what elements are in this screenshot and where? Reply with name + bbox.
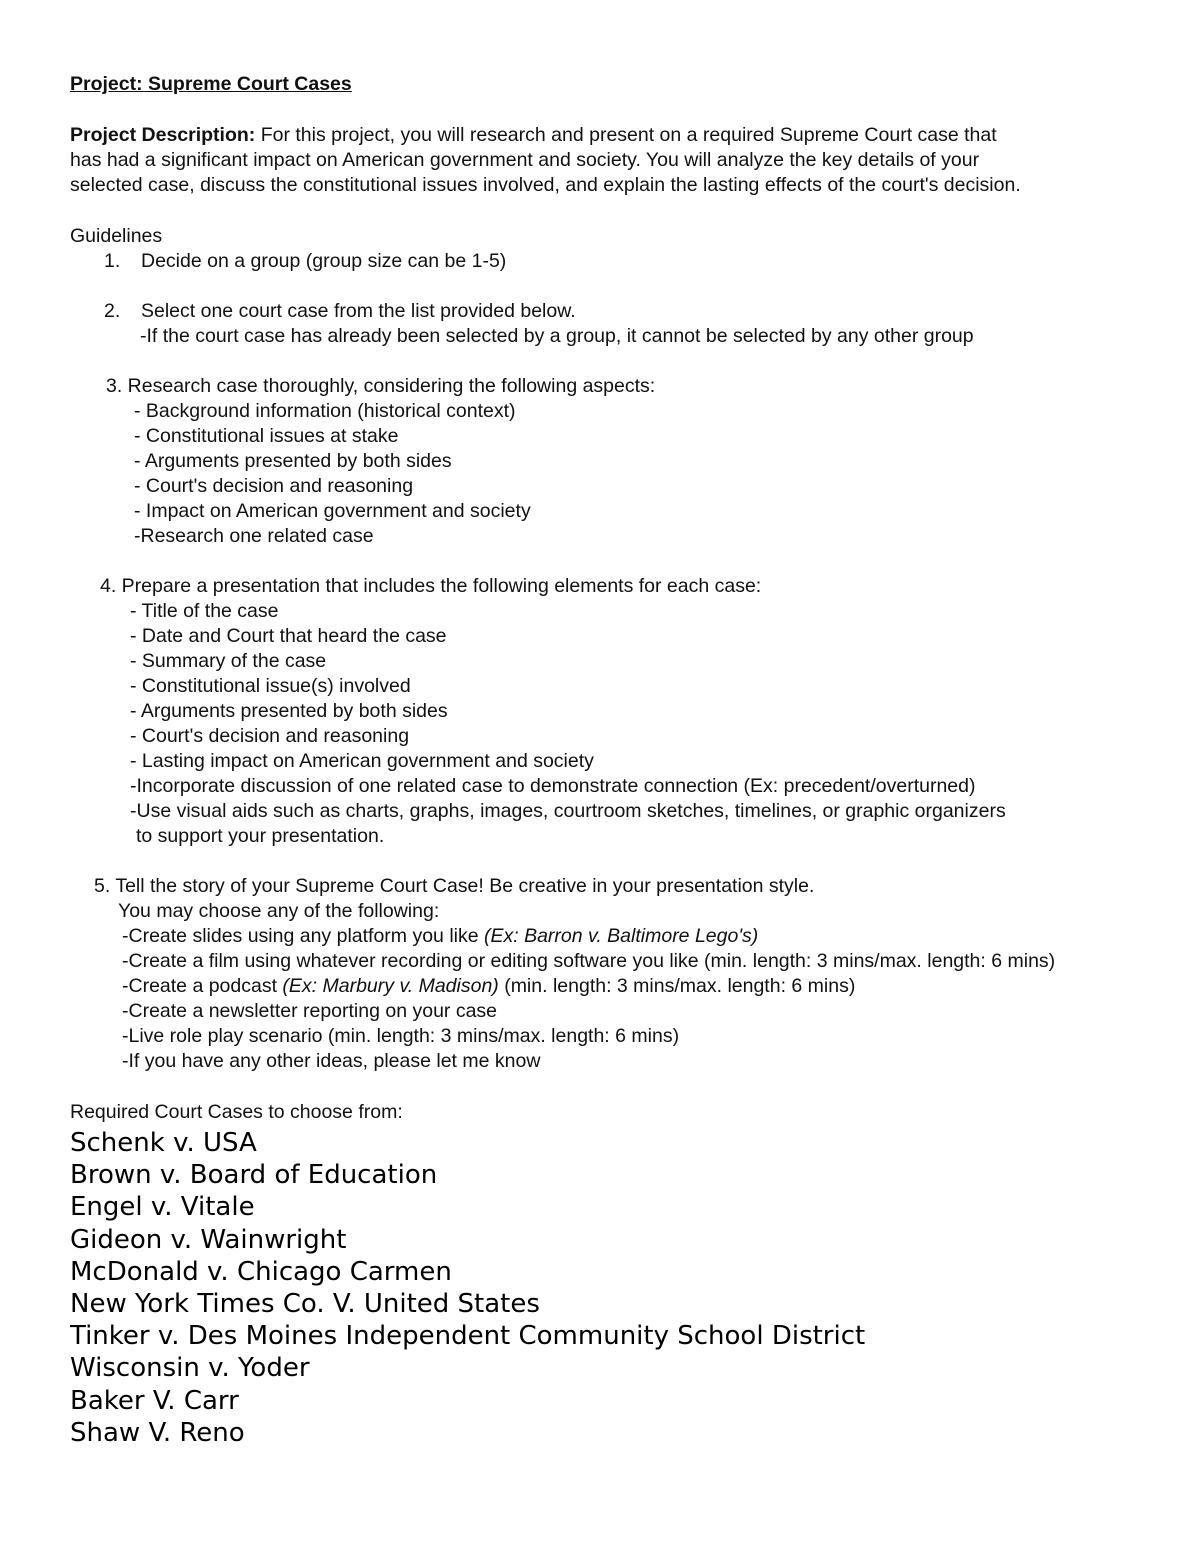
guideline-1-number: 1. bbox=[104, 250, 121, 272]
option-newsletter: -Create a newsletter reporting on your case bbox=[122, 1000, 498, 1022]
guideline-2-number: 2. bbox=[104, 300, 121, 322]
case-item: Tinker v. Des Moines Independent Community School District bbox=[70, 1321, 866, 1352]
case-item: Gideon v. Wainwright bbox=[70, 1224, 347, 1255]
case-item: Brown v. Board of Education bbox=[70, 1160, 438, 1191]
option-roleplay: -Live role play scenario (min. length: 3 mins/max. length: 6 mins) bbox=[122, 1025, 680, 1047]
guideline-3 bbox=[70, 374, 1150, 549]
guideline-1 bbox=[70, 249, 1150, 274]
option-podcast: -Create a podcast (Ex: Marbury v. Madison) (min. length: 3 mins/max. length: 6 mins) bbox=[122, 975, 856, 997]
guideline-5 bbox=[70, 874, 1150, 1074]
guideline-2-text: Select one court case from the list provided below. bbox=[141, 300, 576, 322]
project-title: Project: Supreme Court Cases bbox=[70, 73, 352, 95]
guideline-4-item: -Use visual aids such as charts, graphs, images, courtroom sketches, timelines, or graphic organizers bbox=[130, 800, 1006, 822]
option-slides-example: (Ex: Barron v. Baltimore Lego's) bbox=[484, 925, 759, 947]
description-line-2: has had a significant impact on American government and society. You will analyze the key details of your bbox=[70, 149, 980, 171]
guideline-4-text: 4. Prepare a presentation that includes the following elements for each case: bbox=[100, 575, 762, 597]
case-item: Schenk v. USA bbox=[70, 1128, 257, 1158]
description-label: Project Description: bbox=[70, 124, 256, 146]
option-film: -Create a film using whatever recording or editing software you like (min. length: 3 mins/max. length: 6 mins) bbox=[122, 950, 1056, 972]
guideline-4-item: - Lasting impact on American government and society bbox=[130, 750, 594, 772]
guideline-3-item: - Arguments presented by both sides bbox=[134, 450, 452, 472]
guidelines-heading: Guidelines bbox=[70, 225, 163, 247]
guideline-4-item: - Arguments presented by both sides bbox=[130, 700, 448, 722]
guideline-4-item: - Constitutional issue(s) involved bbox=[130, 675, 411, 697]
guideline-3-text: 3. Research case thoroughly, considering the following aspects: bbox=[106, 375, 656, 397]
guideline-1-text: Decide on a group (group size can be 1-5) bbox=[141, 250, 507, 272]
option-other: -If you have any other ideas, please let me know bbox=[122, 1050, 541, 1072]
guideline-4-item: - Summary of the case bbox=[130, 650, 327, 672]
guideline-3-item: - Constitutional issues at stake bbox=[134, 425, 399, 447]
option-slides: -Create slides using any platform you like (Ex: Barron v. Baltimore Lego's) bbox=[122, 925, 759, 947]
guideline-3-item: - Court's decision and reasoning bbox=[134, 475, 414, 497]
guideline-4 bbox=[70, 574, 1150, 849]
guideline-2 bbox=[70, 299, 1150, 349]
required-cases-list bbox=[70, 1127, 1150, 1449]
case-item: Baker V. Carr bbox=[70, 1385, 239, 1416]
guideline-5-text: 5. Tell the story of your Supreme Court Case! Be creative in your presentation style. bbox=[94, 875, 815, 897]
guideline-4-item: -Incorporate discussion of one related case to demonstrate connection (Ex: precedent/overturned) bbox=[130, 775, 976, 797]
guideline-4-item: - Court's decision and reasoning bbox=[130, 725, 410, 747]
case-item: New York Times Co. V. United States bbox=[70, 1289, 540, 1320]
required-cases-heading: Required Court Cases to choose from: bbox=[70, 1101, 403, 1123]
case-item: Wisconsin v. Yoder bbox=[70, 1353, 310, 1384]
case-item: McDonald v. Chicago Carmen bbox=[70, 1256, 452, 1287]
guideline-4-item: - Title of the case bbox=[130, 600, 279, 622]
guideline-3-item: - Background information (historical context) bbox=[134, 400, 516, 422]
option-podcast-example: (Ex: Marbury v. Madison) bbox=[282, 975, 499, 997]
guideline-3-item: -Research one related case bbox=[134, 525, 374, 547]
case-item: Shaw V. Reno bbox=[70, 1417, 245, 1448]
guideline-4-item-continued: to support your presentation. bbox=[136, 825, 385, 847]
guideline-4-item: - Date and Court that heard the case bbox=[130, 625, 447, 647]
case-item: Engel v. Vitale bbox=[70, 1192, 255, 1223]
project-description bbox=[70, 123, 1150, 198]
description-line-3: selected case, discuss the constitutional issues involved, and explain the lasting effects of the court's decision. bbox=[70, 174, 1021, 196]
guideline-2-note: -If the court case has already been selected by a group, it cannot be selected by any other group bbox=[140, 325, 974, 347]
description-line-1: For this project, you will research and present on a required Supreme Court case that bbox=[255, 124, 997, 146]
guideline-3-item: - Impact on American government and society bbox=[134, 500, 531, 522]
guideline-5-options-intro: You may choose any of the following: bbox=[118, 900, 440, 922]
document-body bbox=[70, 72, 1150, 1449]
